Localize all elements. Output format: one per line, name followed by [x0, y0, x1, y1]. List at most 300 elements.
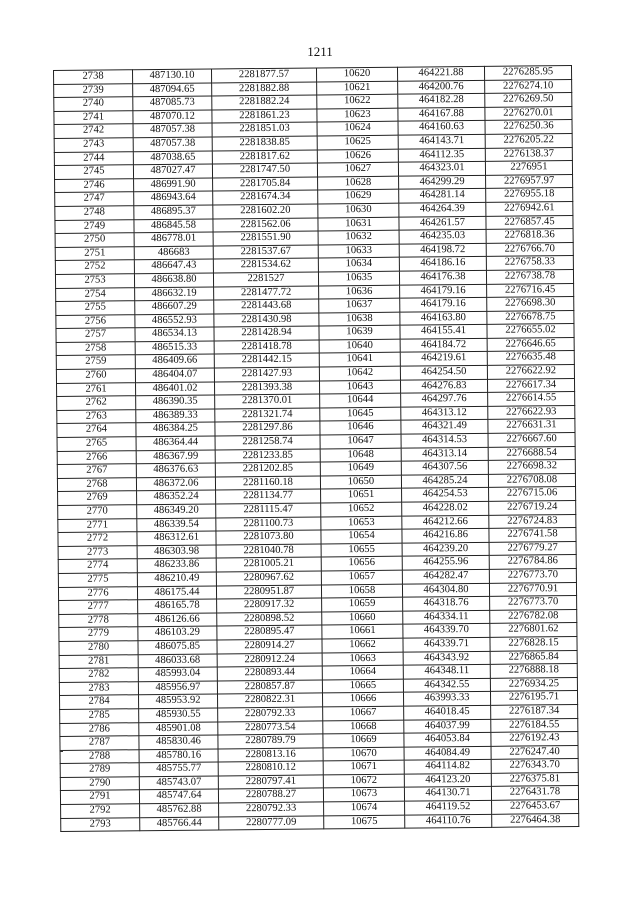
point-id-2-cell: 10665: [322, 679, 403, 693]
easting-2-cell: 464299.29: [399, 175, 486, 189]
easting-2-cell: 464304.80: [402, 583, 489, 597]
easting-cell: 486210.49: [137, 572, 216, 586]
northing-cell: 2281321.74: [215, 408, 320, 423]
easting-cell: 487085.73: [133, 96, 212, 110]
easting-cell: 486103.29: [138, 626, 217, 640]
easting-cell: 486552.93: [135, 314, 214, 328]
point-id-2-cell: 10663: [322, 652, 403, 666]
point-id-2-cell: 10652: [321, 502, 402, 516]
northing-cell: 2281428.94: [214, 326, 319, 341]
point-id-2-cell: 10654: [321, 529, 402, 543]
northing-2-cell: 2276758.33: [486, 256, 573, 270]
northing-cell: 2281160.18: [215, 476, 320, 491]
easting-cell: 485780.16: [139, 749, 218, 763]
easting-2-cell: 464261.57: [399, 216, 486, 230]
point-id-2-cell: 10659: [322, 597, 403, 611]
easting-2-cell: 464018.45: [404, 705, 491, 719]
easting-2-cell: 464282.47: [402, 569, 489, 583]
northing-2-cell: 2276678.75: [487, 310, 574, 324]
easting-cell: 486845.58: [134, 219, 213, 233]
point-id-2-cell: 10656: [321, 557, 402, 571]
point-id-cell: 2778: [59, 613, 138, 627]
point-id-cell: 2744: [54, 151, 133, 165]
northing-2-cell: 2276667.60: [488, 433, 575, 447]
point-id-cell: 2742: [54, 124, 133, 138]
easting-cell: 485755.77: [139, 762, 218, 776]
northing-2-cell: 2276716.45: [487, 283, 574, 297]
point-id-cell: 2739: [54, 83, 133, 97]
easting-cell: 486376.63: [136, 463, 215, 477]
easting-cell: 486165.78: [138, 599, 217, 613]
easting-cell: 486033.68: [138, 653, 217, 667]
northing-cell: 2281202.85: [215, 462, 320, 477]
northing-2-cell: 2276285.95: [484, 66, 571, 80]
easting-2-cell: 464239.20: [402, 542, 489, 556]
point-id-2-cell: 10628: [318, 176, 399, 190]
northing-cell: 2280898.52: [217, 612, 322, 627]
easting-cell: 487057.38: [133, 137, 212, 151]
point-id-2-cell: 10622: [317, 94, 398, 108]
point-id-cell: 2743: [54, 138, 133, 152]
point-id-2-cell: 10648: [320, 448, 401, 462]
easting-cell: 486233.86: [137, 558, 216, 572]
northing-cell: 2281861.23: [212, 109, 317, 124]
northing-2-cell: 2276888.18: [490, 664, 577, 678]
point-id-cell: 2779: [59, 627, 138, 641]
northing-2-cell: 2276138.37: [485, 147, 572, 161]
easting-2-cell: 464198.72: [399, 243, 486, 257]
northing-cell: 2281477.72: [214, 285, 319, 300]
easting-cell: 485993.04: [138, 667, 217, 681]
northing-2-cell: 2276818.36: [486, 229, 573, 243]
easting-2-cell: 463993.33: [403, 692, 490, 706]
point-id-2-cell: 10624: [317, 122, 398, 136]
easting-2-cell: 464084.49: [404, 746, 491, 760]
point-id-cell: 2774: [58, 559, 137, 573]
easting-2-cell: 464235.03: [399, 229, 486, 243]
easting-cell: 486534.13: [135, 327, 214, 341]
easting-2-cell: 464163.80: [400, 311, 487, 325]
easting-2-cell: 464130.71: [404, 787, 491, 801]
point-id-2-cell: 10641: [319, 353, 400, 367]
point-id-2-cell: 10634: [318, 257, 399, 271]
point-id-2-cell: 10645: [320, 407, 401, 421]
point-id-2-cell: 10632: [318, 230, 399, 244]
northing-cell: 2280773.54: [218, 720, 323, 735]
scan-speck: [60, 750, 63, 752]
easting-2-cell: 464186.16: [399, 257, 486, 271]
easting-cell: 486339.54: [137, 518, 216, 532]
northing-cell: 2281838.85: [212, 136, 317, 151]
northing-2-cell: 2276622.92: [487, 365, 574, 379]
point-id-2-cell: 10670: [323, 747, 404, 761]
point-id-2-cell: 10644: [320, 393, 401, 407]
easting-cell: 486607.29: [135, 300, 214, 314]
easting-cell: 485956.97: [138, 681, 217, 695]
northing-2-cell: 2276934.25: [490, 677, 577, 691]
easting-cell: 486075.85: [138, 640, 217, 654]
northing-2-cell: 2276738.78: [486, 269, 573, 283]
northing-cell: 2280813.16: [218, 748, 323, 763]
easting-2-cell: 464110.76: [405, 814, 492, 828]
northing-2-cell: 2276464.38: [492, 813, 579, 827]
easting-cell: 486401.02: [136, 382, 215, 396]
northing-cell: 2281534.62: [213, 258, 318, 273]
easting-2-cell: 464155.41: [400, 325, 487, 339]
northing-cell: 2281817.62: [212, 150, 317, 165]
easting-2-cell: 464216.86: [402, 529, 489, 543]
point-id-2-cell: 10669: [323, 733, 404, 747]
point-id-cell: 2760: [56, 369, 135, 383]
point-id-cell: 2754: [56, 287, 135, 301]
northing-2-cell: 2276770.91: [489, 582, 576, 596]
easting-2-cell: 464212.66: [402, 515, 489, 529]
point-id-cell: 2749: [55, 219, 134, 233]
easting-cell: 486632.19: [135, 286, 214, 300]
point-id-2-cell: 10667: [323, 706, 404, 720]
northing-2-cell: 2276698.32: [488, 460, 575, 474]
point-id-cell: 2793: [61, 817, 140, 831]
point-id-2-cell: 10671: [323, 760, 404, 774]
point-id-cell: 2782: [59, 668, 138, 682]
point-id-cell: 2746: [55, 178, 134, 192]
northing-cell: 2281100.73: [216, 517, 321, 532]
easting-2-cell: 464143.71: [398, 134, 485, 148]
northing-2-cell: 2276865.84: [490, 650, 577, 664]
northing-cell: 2281674.34: [213, 190, 318, 205]
point-id-2-cell: 10629: [318, 190, 399, 204]
easting-2-cell: 464343.92: [403, 651, 490, 665]
easting-cell: 486389.33: [136, 409, 215, 423]
easting-2-cell: 464342.55: [403, 678, 490, 692]
easting-cell: 485762.88: [140, 803, 219, 817]
coordinate-table-wrapper: [53, 65, 566, 832]
point-id-cell: 2766: [57, 450, 136, 464]
northing-2-cell: 2276698.30: [487, 297, 574, 311]
easting-2-cell: 464184.72: [400, 338, 487, 352]
northing-2-cell: 2276957.97: [486, 174, 573, 188]
northing-cell: 2281040.78: [216, 544, 321, 559]
point-id-2-cell: 10675: [324, 815, 405, 829]
easting-cell: 486349.20: [137, 504, 216, 518]
easting-cell: 486364.44: [136, 436, 215, 450]
northing-2-cell: 2276635.48: [487, 351, 574, 365]
point-id-2-cell: 10653: [321, 516, 402, 530]
northing-cell: 2281705.84: [213, 177, 318, 192]
easting-cell: 485766.44: [140, 817, 219, 831]
point-id-2-cell: 10626: [317, 149, 398, 163]
point-id-cell: 2776: [58, 586, 137, 600]
northing-cell: 2281430.98: [214, 313, 319, 328]
northing-cell: 2281562.06: [213, 217, 318, 232]
northing-2-cell: 2276250.36: [485, 120, 572, 134]
point-id-2-cell: 10655: [321, 543, 402, 557]
northing-cell: 2280797.41: [218, 775, 323, 790]
easting-cell: 486638.80: [134, 273, 213, 287]
northing-2-cell: 2276857.45: [486, 215, 573, 229]
northing-2-cell: 2276942.61: [486, 201, 573, 215]
easting-cell: 486384.25: [136, 422, 215, 436]
easting-cell: 486312.61: [137, 531, 216, 545]
easting-cell: 486895.37: [134, 205, 213, 219]
easting-2-cell: 464321.49: [401, 420, 488, 434]
easting-2-cell: 464112.35: [398, 148, 485, 162]
northing-2-cell: 2276187.34: [491, 704, 578, 718]
northing-cell: 2281747.50: [212, 163, 317, 178]
northing-2-cell: 2276741.58: [489, 528, 576, 542]
northing-2-cell: 2276688.54: [488, 446, 575, 460]
northing-cell: 2281370.01: [215, 394, 320, 409]
northing-cell: 2281527: [213, 272, 318, 287]
point-id-2-cell: 10630: [318, 203, 399, 217]
point-id-2-cell: 10620: [316, 67, 397, 81]
easting-2-cell: 464119.52: [405, 800, 492, 814]
point-id-2-cell: 10636: [319, 285, 400, 299]
northing-cell: 2280967.62: [216, 571, 321, 586]
northing-2-cell: 2276955.18: [486, 188, 573, 202]
northing-2-cell: 2276453.67: [492, 800, 579, 814]
northing-2-cell: 2276801.62: [490, 623, 577, 637]
northing-2-cell: 2276782.08: [490, 609, 577, 623]
northing-cell: 2281877.57: [211, 68, 316, 83]
point-id-cell: 2762: [57, 396, 136, 410]
point-id-cell: 2792: [61, 804, 140, 818]
point-id-cell: 2758: [56, 342, 135, 356]
northing-2-cell: 2276617.34: [487, 378, 574, 392]
easting-2-cell: 464123.20: [404, 773, 491, 787]
easting-2-cell: 464276.83: [400, 379, 487, 393]
northing-2-cell: 2276247.40: [491, 745, 578, 759]
point-id-cell: 2748: [55, 206, 134, 220]
easting-2-cell: 464281.14: [399, 189, 486, 203]
easting-cell: 485743.07: [139, 776, 218, 790]
point-id-cell: 2755: [56, 301, 135, 315]
point-id-2-cell: 10643: [319, 380, 400, 394]
easting-cell: 486352.24: [137, 490, 216, 504]
easting-2-cell: 464254.50: [400, 365, 487, 379]
easting-cell: 487094.65: [133, 83, 212, 97]
point-id-2-cell: 10664: [322, 665, 403, 679]
northing-cell: 2281882.24: [212, 95, 317, 110]
point-id-cell: 2745: [54, 165, 133, 179]
easting-2-cell: 464318.76: [403, 596, 490, 610]
northing-cell: 2280792.33: [218, 707, 323, 722]
easting-cell: 486943.64: [134, 191, 213, 205]
point-id-cell: 2764: [57, 423, 136, 437]
easting-cell: 486409.66: [135, 354, 214, 368]
page-number: 1211: [307, 44, 333, 59]
point-id-cell: 2740: [54, 97, 133, 111]
point-id-2-cell: 10650: [320, 475, 401, 489]
point-id-cell: 2741: [54, 111, 133, 125]
easting-2-cell: 464114.82: [404, 760, 491, 774]
northing-2-cell: 2276192.43: [491, 732, 578, 746]
easting-2-cell: 464323.01: [398, 162, 485, 176]
easting-cell: 486991.90: [134, 178, 213, 192]
point-id-2-cell: 10658: [321, 584, 402, 598]
point-id-2-cell: 10666: [322, 692, 403, 706]
point-id-cell: 2750: [55, 233, 134, 247]
point-id-2-cell: 10631: [318, 217, 399, 231]
point-id-cell: 2786: [60, 722, 139, 736]
northing-2-cell: 2276631.31: [488, 419, 575, 433]
easting-cell: 487070.12: [133, 110, 212, 124]
easting-cell: 487027.47: [133, 164, 212, 178]
easting-cell: 486303.98: [137, 545, 216, 559]
point-id-2-cell: 10674: [324, 801, 405, 815]
easting-2-cell: 464348.11: [403, 664, 490, 678]
point-id-cell: 2789: [60, 763, 139, 777]
northing-2-cell: 2276766.70: [486, 242, 573, 256]
point-id-cell: 2787: [60, 736, 139, 750]
point-id-2-cell: 10627: [317, 162, 398, 176]
easting-2-cell: 464313.12: [401, 406, 488, 420]
easting-2-cell: 464307.56: [401, 461, 488, 475]
easting-cell: 485830.46: [139, 735, 218, 749]
northing-2-cell: 2276205.22: [485, 133, 572, 147]
point-id-cell: 2761: [57, 382, 136, 396]
northing-2-cell: 2276724.83: [489, 514, 576, 528]
point-id-2-cell: 10637: [319, 298, 400, 312]
northing-cell: 2280893.44: [217, 666, 322, 681]
point-id-cell: 2777: [59, 600, 138, 614]
point-id-cell: 2771: [58, 518, 137, 532]
easting-2-cell: 464219.61: [400, 352, 487, 366]
northing-cell: 2281442.15: [214, 353, 319, 368]
easting-2-cell: 464176.38: [399, 270, 486, 284]
point-id-cell: 2753: [55, 274, 134, 288]
easting-2-cell: 464339.70: [403, 624, 490, 638]
point-id-2-cell: 10633: [318, 244, 399, 258]
easting-2-cell: 464255.96: [402, 556, 489, 570]
point-id-cell: 2772: [58, 532, 137, 546]
northing-cell: 2281882.88: [212, 82, 317, 97]
easting-2-cell: 464221.88: [397, 66, 484, 80]
northing-cell: 2281073.80: [216, 530, 321, 545]
table-body: [54, 66, 579, 832]
easting-2-cell: 464167.88: [398, 107, 485, 121]
northing-cell: 2281602.20: [213, 204, 318, 219]
point-id-cell: 2768: [57, 478, 136, 492]
northing-cell: 2280822.31: [217, 693, 322, 708]
point-id-2-cell: 10639: [319, 325, 400, 339]
point-id-2-cell: 10647: [320, 434, 401, 448]
easting-cell: 486390.35: [136, 395, 215, 409]
easting-cell: 486175.44: [137, 586, 216, 600]
northing-cell: 2280895.47: [217, 625, 322, 640]
point-id-cell: 2747: [55, 192, 134, 206]
northing-2-cell: 2276375.81: [491, 772, 578, 786]
point-id-cell: 2791: [60, 790, 139, 804]
easting-2-cell: 464200.76: [398, 80, 485, 94]
point-id-cell: 2757: [56, 328, 135, 342]
point-id-2-cell: 10672: [323, 774, 404, 788]
northing-cell: 2280810.12: [218, 761, 323, 776]
easting-2-cell: 464053.84: [404, 732, 491, 746]
northing-cell: 2281427.93: [214, 367, 319, 382]
northing-cell: 2280788.27: [218, 788, 323, 803]
point-id-cell: 2781: [59, 654, 138, 668]
point-id-cell: 2783: [59, 681, 138, 695]
northing-2-cell: 2276184.55: [491, 718, 578, 732]
easting-cell: 487038.65: [133, 151, 212, 165]
northing-2-cell: 2276646.65: [487, 337, 574, 351]
northing-2-cell: 2276431.78: [491, 786, 578, 800]
easting-2-cell: 464339.71: [403, 637, 490, 651]
easting-cell: 486372.06: [136, 477, 215, 491]
point-id-2-cell: 10651: [321, 489, 402, 503]
point-id-2-cell: 10623: [317, 108, 398, 122]
northing-cell: 2281115.47: [216, 503, 321, 518]
northing-2-cell: 2276779.27: [489, 541, 576, 555]
northing-cell: 2281537.67: [213, 245, 318, 260]
point-id-2-cell: 10625: [317, 135, 398, 149]
point-id-cell: 2738: [54, 70, 133, 84]
easting-cell: 487057.38: [133, 123, 212, 137]
easting-2-cell: 464179.16: [400, 297, 487, 311]
northing-2-cell: 2276614.55: [488, 392, 575, 406]
northing-cell: 2280857.87: [217, 680, 322, 695]
point-id-cell: 2773: [58, 545, 137, 559]
easting-2-cell: 464334.11: [403, 610, 490, 624]
easting-cell: 486778.01: [134, 232, 213, 246]
point-id-cell: 2780: [59, 641, 138, 655]
northing-cell: 2281258.74: [215, 435, 320, 450]
easting-2-cell: 464182.28: [398, 94, 485, 108]
northing-2-cell: 2276195.71: [490, 691, 577, 705]
northing-cell: 2281851.03: [212, 122, 317, 137]
point-id-2-cell: 10657: [321, 570, 402, 584]
northing-2-cell: 2276719.24: [489, 501, 576, 515]
point-id-cell: 2752: [55, 260, 134, 274]
point-id-cell: 2784: [60, 695, 139, 709]
point-id-2-cell: 10638: [319, 312, 400, 326]
easting-cell: 485930.55: [139, 708, 218, 722]
point-id-cell: 2790: [60, 777, 139, 791]
point-id-cell: 2759: [56, 355, 135, 369]
easting-2-cell: 464160.63: [398, 121, 485, 135]
point-id-2-cell: 10668: [323, 720, 404, 734]
easting-2-cell: 464228.02: [402, 501, 489, 515]
northing-cell: 2281393.38: [214, 381, 319, 396]
northing-cell: 2281297.86: [215, 421, 320, 436]
northing-2-cell: 2276655.02: [487, 324, 574, 338]
coordinate-table: [53, 65, 579, 832]
easting-cell: 485901.08: [139, 721, 218, 735]
point-id-cell: 2770: [58, 505, 137, 519]
northing-cell: 2280789.79: [218, 734, 323, 749]
northing-2-cell: 2276708.08: [488, 473, 575, 487]
point-id-cell: 2775: [58, 573, 137, 587]
northing-cell: 2281134.77: [216, 489, 321, 504]
easting-cell: 486515.33: [135, 341, 214, 355]
northing-2-cell: 2276784.86: [489, 555, 576, 569]
point-id-2-cell: 10662: [322, 638, 403, 652]
point-id-2-cell: 10661: [322, 625, 403, 639]
point-id-2-cell: 10660: [322, 611, 403, 625]
northing-cell: 2281418.78: [214, 340, 319, 355]
easting-2-cell: 464254.53: [402, 488, 489, 502]
easting-2-cell: 464037.99: [404, 719, 491, 733]
northing-cell: 2281443.68: [214, 299, 319, 314]
easting-cell: 485747.64: [139, 789, 218, 803]
northing-cell: 2280912.24: [217, 652, 322, 667]
northing-2-cell: 2276715.06: [489, 487, 576, 501]
point-id-cell: 2767: [57, 464, 136, 478]
easting-2-cell: 464179.16: [400, 284, 487, 298]
point-id-cell: 2751: [55, 246, 134, 260]
point-id-2-cell: 10646: [320, 421, 401, 435]
